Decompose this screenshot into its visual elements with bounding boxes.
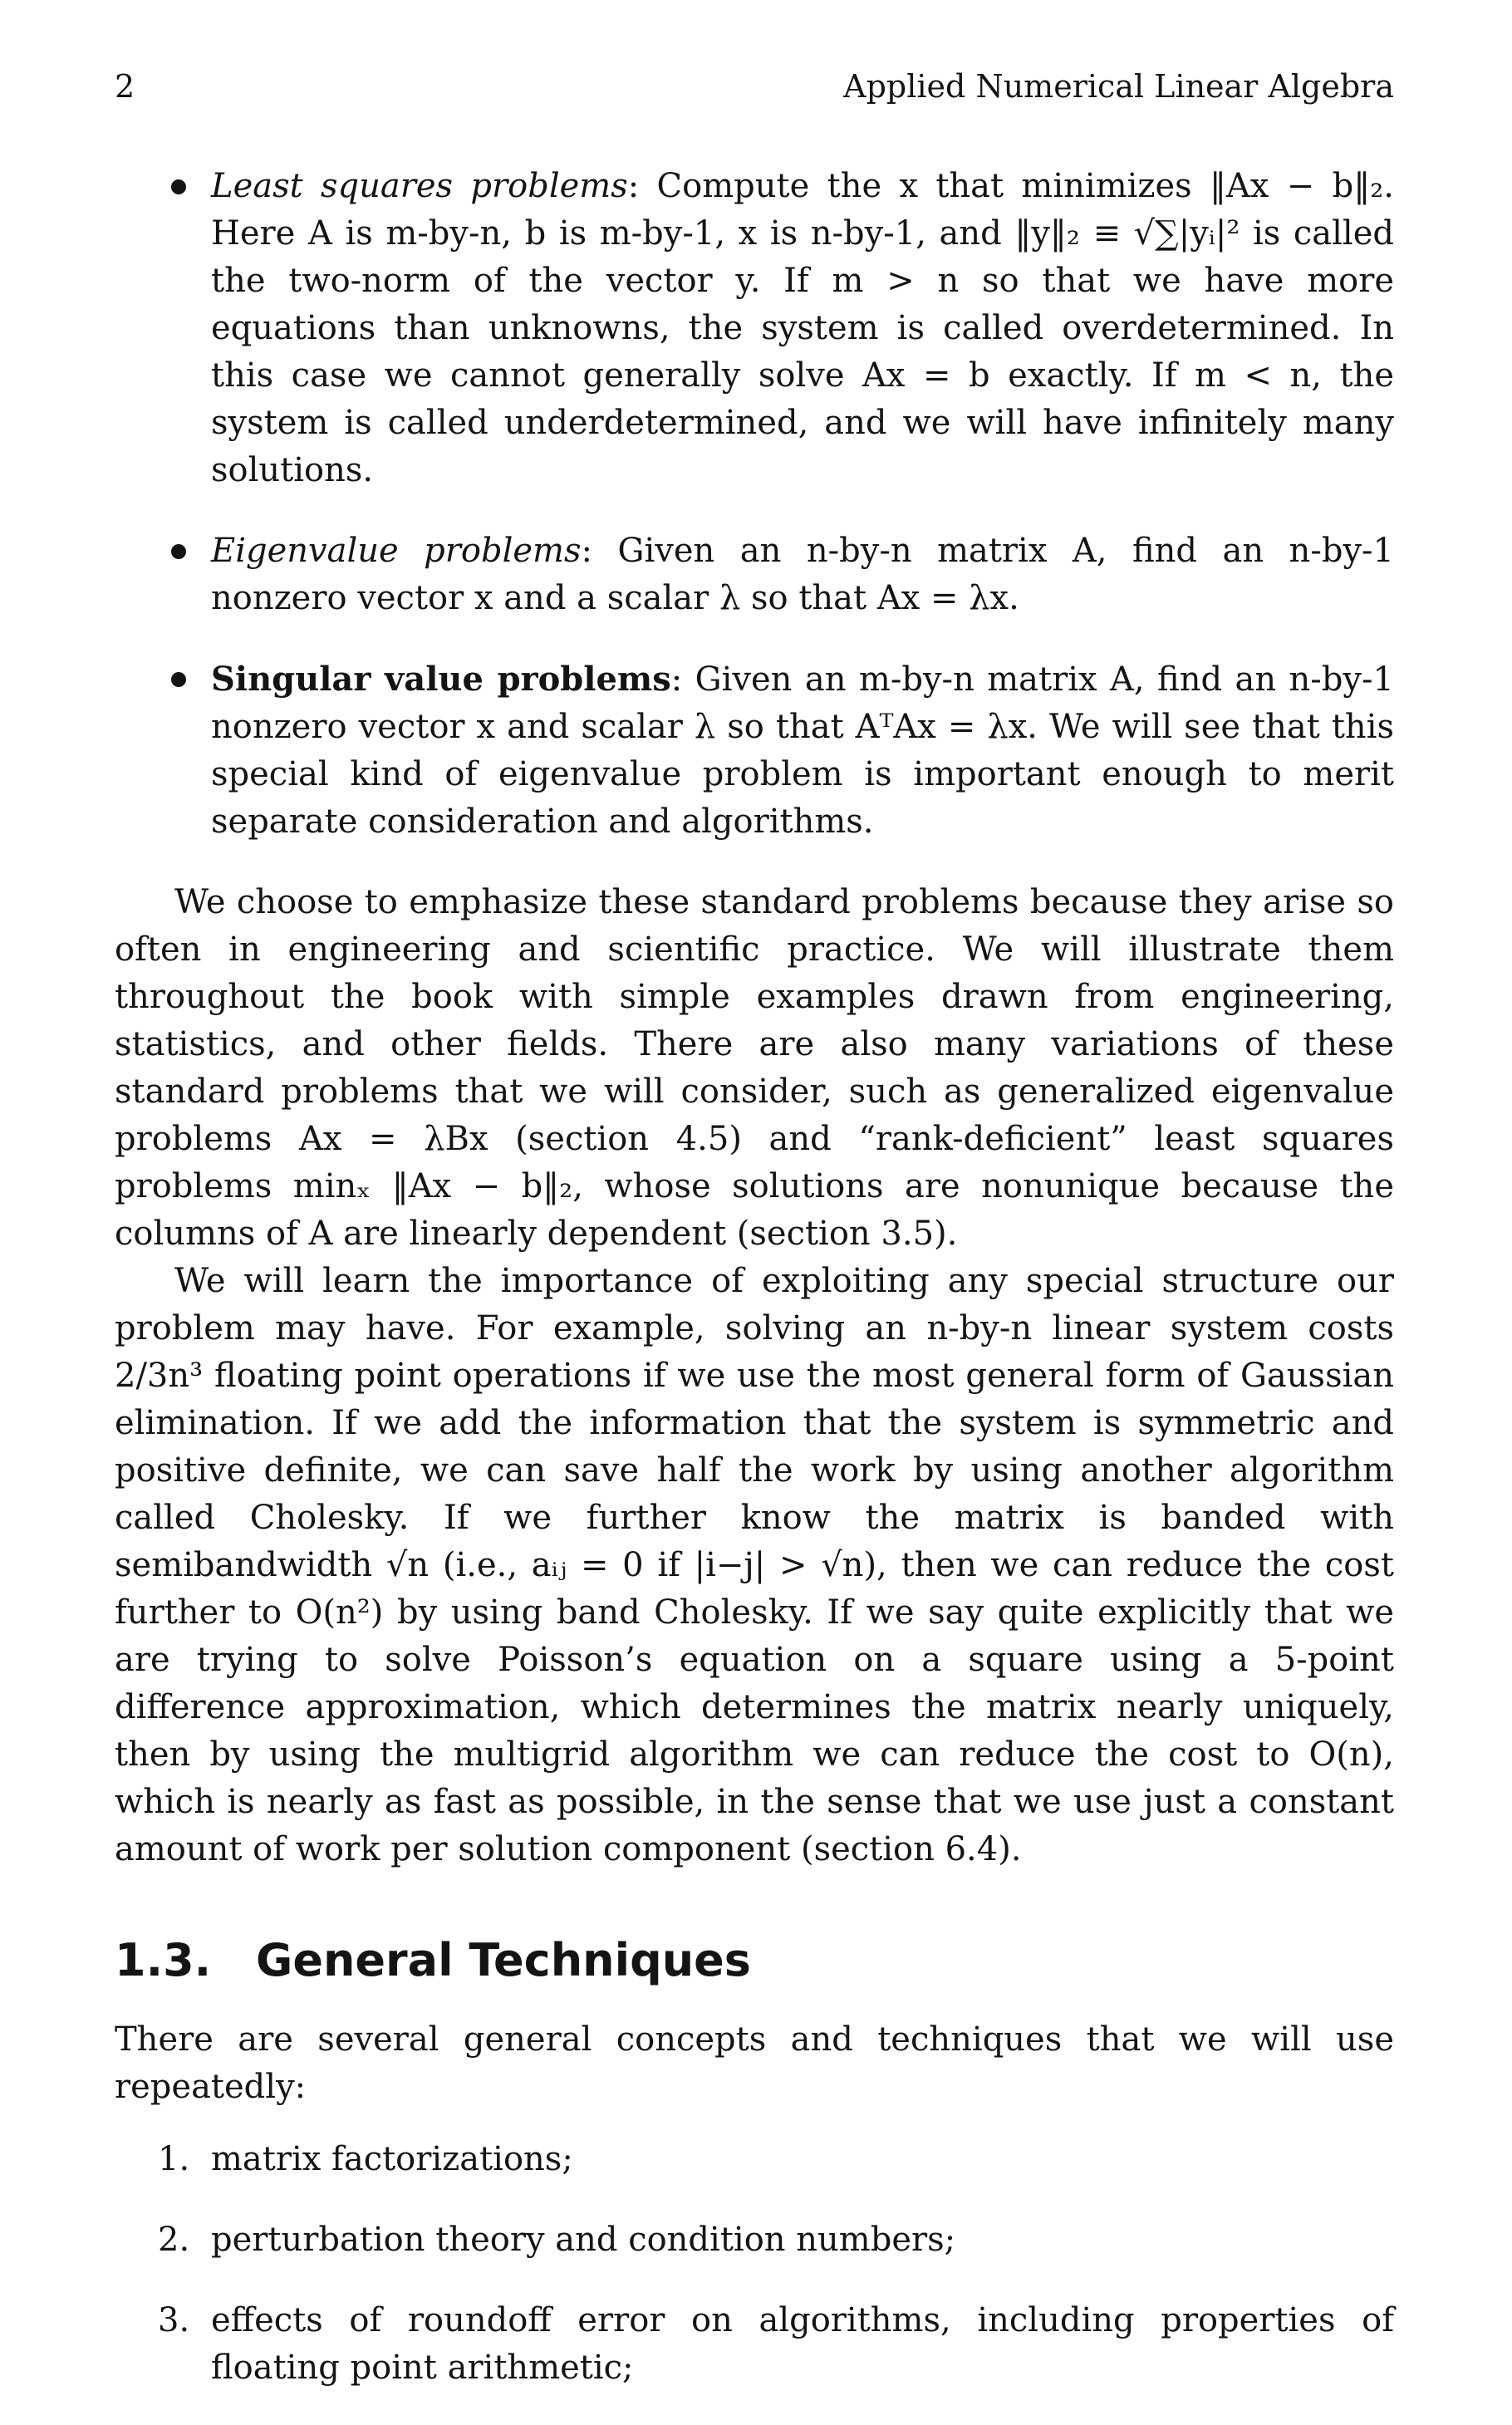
item-text: perturbation theory and condition numbers;: [211, 2221, 956, 2259]
item-term: Least squares problems: [211, 167, 628, 205]
list-item: [115, 2136, 1394, 2183]
term-separator: :: [670, 660, 683, 699]
section-intro: There are several general concepts and techniques that we will use repeatedly:: [115, 2020, 1394, 2106]
section-title: General Techniques: [256, 1934, 751, 1986]
book-title: Applied Numerical Linear Algebra: [843, 68, 1394, 105]
term-separator: :: [627, 167, 640, 205]
page-content: [115, 163, 1394, 2425]
section-heading: [115, 1932, 1394, 1990]
techniques-list: [115, 2136, 1394, 2392]
body-paragraph-standard-problems: We choose to emphasize these standard problems because they arise so often in engineering and scientific practice. We will illustrate them throughout the book with simple examples drawn from engineering, statistics, and other fields. There are also many variations of these standard problems that we will consider, such as generalized eigenvalue problems Ax = λBx (section 4.5) and “rank-deficient” least squares problems minₓ ‖Ax − b‖₂, whose solutions are nonunique because the columns of A are linearly dependent (section 3.5).: [115, 883, 1394, 1253]
term-separator: :: [581, 532, 593, 570]
page-number: 2: [115, 68, 135, 105]
item-text: matrix factorizations;: [211, 2140, 573, 2178]
list-item-singular-value: [115, 655, 1394, 846]
item-text: Compute the x that minimizes ‖Ax − b‖₂. Here A is m-by-n, b is m-by-1, x is n-by-1, and ‖y‖₂ ≡ √∑|yᵢ|² is called the two-norm of the vector y. If m > n so that we have more equations than unknowns, the system is called overdetermined. In this case we cannot generally solve Ax = b exactly. If m < n, the system is called underdetermined, and we will have infinitely many solutions.: [211, 167, 1394, 489]
item-term: Eigenvalue problems: [211, 532, 582, 570]
item-text: Given an n-by-n matrix A, find an n-by-1 nonzero vector x and a scalar λ so that Ax = λx.: [211, 532, 1395, 617]
section-number: 1.3.: [115, 1934, 212, 1986]
list-item-eigenvalue: [115, 528, 1394, 622]
running-head: [115, 61, 1394, 111]
item-number: 2.: [158, 2221, 190, 2259]
bullet-icon: [171, 544, 186, 559]
bullet-icon: [171, 179, 186, 194]
list-item: [115, 2216, 1394, 2264]
item-text: Given an m-by-n matrix A, find an n-by-1 nonzero vector x and scalar λ so that AᵀAx = λx. We will see that this special kind of eigenvalue problem is important enough to merit separate consideration and algorithms.: [211, 660, 1394, 841]
bullet-icon: [171, 672, 186, 687]
item-text: effects of roundoff error on algorithms, including properties of floating point arithmetic;: [211, 2301, 1394, 2387]
item-term: Singular value problems: [211, 660, 671, 699]
item-number: 3.: [158, 2301, 190, 2339]
item-number: 1.: [158, 2140, 190, 2178]
list-item: [115, 2297, 1394, 2392]
problem-types-list: [115, 163, 1394, 846]
list-item-least-squares: [115, 163, 1394, 494]
body-paragraph-special-structure: We will learn the importance of exploiting any special structure our problem may have. For example, solving an n-by-n linear system costs 2/3n³ floating point operations if we use the most general form of Gaussian elimination. If we add the information that the system is symmetric and positive definite, we can save half the work by using another algorithm called Cholesky. If we further know the matrix is banded with semibandwidth √n (i.e., aᵢⱼ = 0 if |i−j| > √n), then we can reduce the cost further to O(n²) by using band Cholesky. If we say quite explicitly that we are trying to solve Poisson’s equation on a square using a 5-point difference approximation, which determines the matrix nearly uniquely, then by using the multigrid algorithm we can reduce the cost to O(n), which is nearly as fast as possible, in the sense that we use just a constant amount of work per solution component (section 6.4).: [115, 1262, 1394, 1868]
